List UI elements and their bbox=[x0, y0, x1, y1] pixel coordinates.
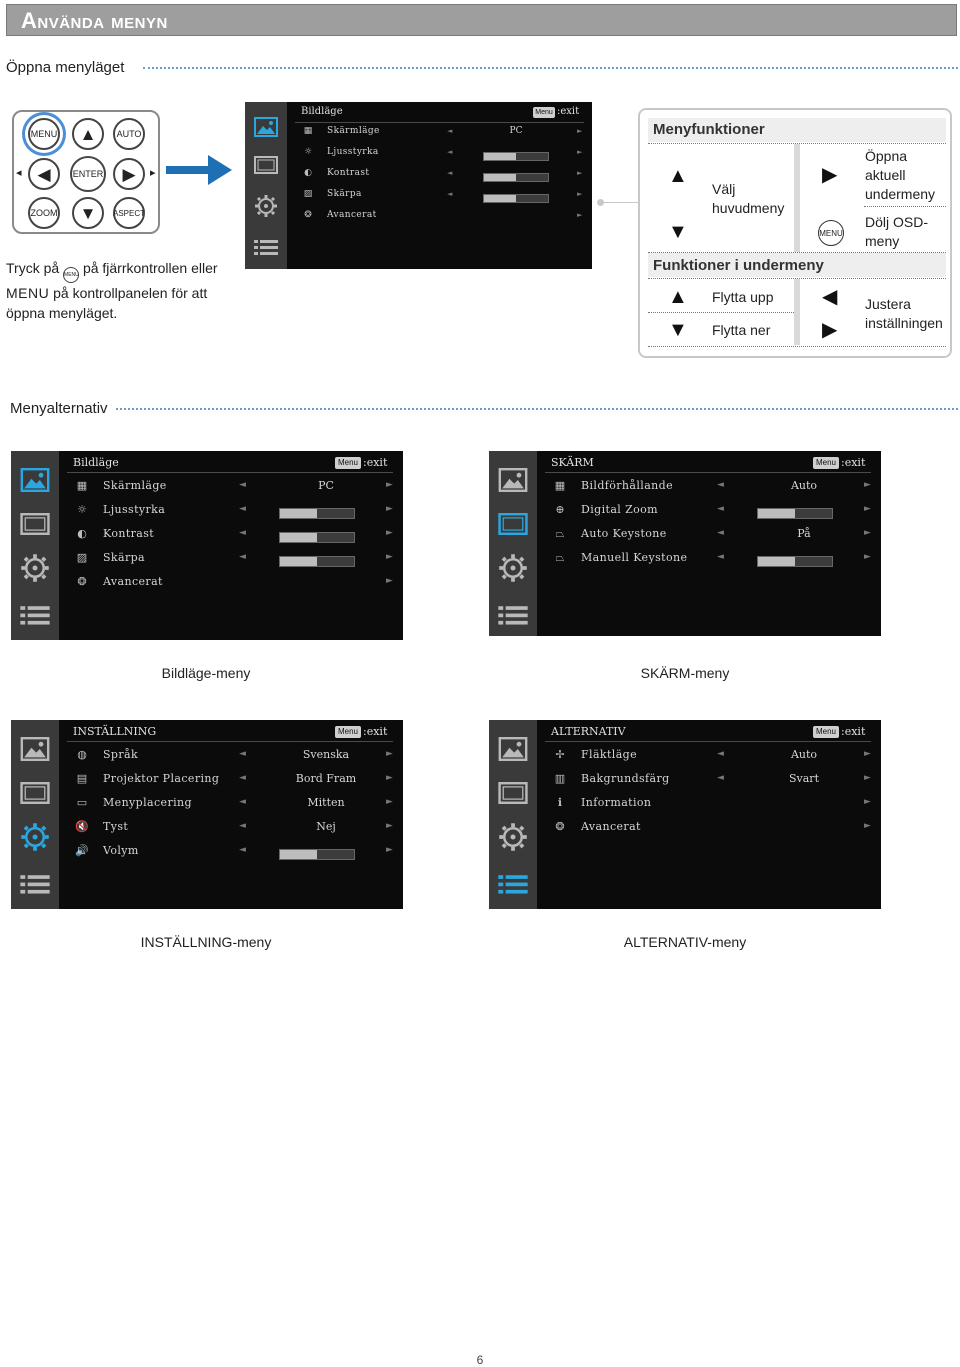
osd-row-icon: ⊕ bbox=[555, 503, 565, 516]
open-submenu-text: Öppna aktuell undermeny bbox=[865, 148, 936, 202]
osd-row-label: Skärmläge bbox=[327, 126, 380, 136]
osd-row-icon: ▭ bbox=[76, 796, 88, 809]
osd-row-value: Auto bbox=[790, 479, 818, 492]
osd-row bbox=[11, 525, 403, 549]
osd-row-icon: ▨ bbox=[303, 189, 313, 199]
osd-row-slider bbox=[757, 508, 833, 519]
osd-options-menu bbox=[489, 720, 881, 909]
left-arrow-icon: ◄ bbox=[239, 504, 246, 514]
osd-row-value: Nej bbox=[316, 820, 336, 833]
osd-row-label: Information bbox=[581, 796, 652, 809]
arrow-right-icon bbox=[166, 155, 232, 185]
hide-osd-text: Dölj OSD-meny bbox=[865, 214, 929, 249]
osd-row-icon: ▦ bbox=[303, 126, 313, 136]
up-arrow-icon: ▲ bbox=[79, 124, 97, 144]
left-arrow-icon: ◄ bbox=[447, 148, 453, 156]
right-arrow-icon: ► bbox=[864, 821, 871, 831]
osd-row-label: Digital Zoom bbox=[581, 503, 659, 516]
osd-row-value: Auto bbox=[790, 748, 818, 761]
osd-row bbox=[489, 549, 881, 573]
osd-row-icon: ☼ bbox=[77, 503, 87, 516]
list-icon bbox=[489, 599, 537, 633]
osd-row-icon: ◐ bbox=[77, 527, 87, 540]
osd-header-divider bbox=[67, 472, 393, 473]
osd-row bbox=[489, 770, 881, 794]
right-arrow-icon: ► bbox=[386, 504, 393, 514]
left-arrow-icon: ◄ bbox=[239, 773, 246, 783]
osd-row-label: Bakgrundsfärg bbox=[581, 772, 670, 785]
right-arrow-icon: ► bbox=[577, 190, 583, 198]
osd-row-icon: ☼ bbox=[303, 147, 313, 157]
osd-row-value: Svart bbox=[789, 772, 819, 785]
osd-row-icon: ▤ bbox=[76, 772, 88, 785]
osd-row-icon: ✢ bbox=[555, 748, 565, 761]
osd-row-slider bbox=[483, 194, 549, 203]
osd-row-label: Avancerat bbox=[103, 575, 163, 588]
osd-row-slider-fill bbox=[280, 557, 317, 566]
osd-row-label: Skärmläge bbox=[103, 479, 167, 492]
osd-row-icon: ◐ bbox=[304, 168, 312, 178]
osd-row bbox=[245, 187, 592, 208]
osd-row bbox=[245, 166, 592, 187]
osd-header-divider bbox=[545, 741, 871, 742]
osd-row-label: Skärpa bbox=[327, 189, 362, 199]
osd-exit-label: :exit bbox=[557, 106, 580, 117]
osd-row-icon: ❂ bbox=[555, 820, 565, 833]
osd-row bbox=[489, 525, 881, 549]
move-up-text: Flytta upp bbox=[712, 289, 774, 305]
menu-badge: Menu bbox=[335, 457, 361, 469]
osd-row-icon: ▦ bbox=[554, 479, 566, 492]
osd-row-slider bbox=[757, 556, 833, 567]
osd-row-label: Avancerat bbox=[327, 210, 377, 220]
osd-row-slider-fill bbox=[484, 174, 516, 181]
osd-row-slider bbox=[279, 532, 355, 543]
osd-row-value: På bbox=[797, 527, 811, 540]
menu-button-icon: MENU bbox=[818, 220, 844, 246]
osd-row-slider-fill bbox=[484, 153, 516, 160]
right-arrow-icon: ► bbox=[386, 480, 393, 490]
right-arrow-icon: ► bbox=[386, 576, 393, 586]
osd-row-icon: ℹ bbox=[557, 796, 563, 809]
osd-row-label: Menyplacering bbox=[103, 796, 192, 809]
menu-key-label: MENU bbox=[30, 129, 58, 139]
osd-row-label: Manuell Keystone bbox=[581, 551, 688, 564]
left-arrow-icon: ◄ bbox=[447, 127, 453, 135]
osd-header-divider bbox=[67, 741, 393, 742]
caption-screen-menu: SKÄRM-meny bbox=[640, 665, 730, 681]
down-key bbox=[72, 197, 104, 229]
adjust-setting-text: Justera inställningen bbox=[865, 296, 943, 331]
menu-badge: Menu bbox=[813, 726, 839, 738]
connector-line bbox=[600, 202, 640, 203]
osd-row bbox=[245, 208, 592, 229]
column-divider bbox=[794, 279, 800, 345]
submenu-functions-title: Funktioner i undermeny bbox=[653, 257, 824, 274]
osd-row-label: Skärpa bbox=[103, 551, 146, 564]
right-arrow-icon: ► bbox=[864, 552, 871, 562]
right-arrow-icon: ► bbox=[386, 821, 393, 831]
section-divider bbox=[116, 408, 958, 410]
osd-settings-menu bbox=[11, 720, 403, 909]
osd-row-value: Mitten bbox=[307, 796, 345, 809]
osd-header-divider bbox=[295, 122, 584, 123]
osd-row bbox=[11, 770, 403, 794]
osd-row-slider bbox=[279, 849, 355, 860]
osd-exit-label: :exit bbox=[363, 456, 388, 469]
osd-row-label: Bildförhållande bbox=[581, 479, 673, 492]
right-arrow-icon: ► bbox=[577, 148, 583, 156]
left-arrow-icon: ◄ bbox=[239, 797, 246, 807]
aspect-key-label: ASPECT bbox=[113, 208, 146, 218]
right-arrow-icon: ▶ bbox=[822, 319, 838, 341]
osd-row-label: Avancerat bbox=[581, 820, 641, 833]
right-arrow-icon: ► bbox=[864, 504, 871, 514]
osd-exit-label: :exit bbox=[363, 725, 388, 738]
menu-button-icon: MENU bbox=[63, 267, 79, 283]
page-header bbox=[6, 4, 957, 36]
instruction-text-1: Tryck på bbox=[6, 260, 60, 276]
menu-badge: Menu bbox=[533, 107, 555, 118]
menu-badge: Menu bbox=[813, 457, 839, 469]
left-arrow-icon: ◄ bbox=[717, 504, 724, 514]
menu-word: MENU bbox=[6, 285, 50, 301]
left-key bbox=[28, 158, 60, 190]
osd-row bbox=[245, 145, 592, 166]
osd-row-icon: ◍ bbox=[77, 748, 87, 761]
menu-functions-panel bbox=[638, 108, 952, 358]
osd-row-value: Svenska bbox=[302, 748, 350, 761]
osd-row-icon: ▥ bbox=[554, 772, 566, 785]
osd-row-slider bbox=[279, 556, 355, 567]
osd-row bbox=[11, 818, 403, 842]
right-arrow-icon: ► bbox=[864, 480, 871, 490]
instruction-text-2: på fjärrkontrollen eller bbox=[82, 260, 218, 276]
osd-header-title: INSTÄLLNING bbox=[73, 725, 157, 738]
right-arrow-icon: ► bbox=[577, 169, 583, 177]
osd-row-slider bbox=[483, 152, 549, 161]
osd-row-label: Auto Keystone bbox=[581, 527, 667, 540]
right-arrow-icon: ► bbox=[577, 211, 583, 219]
zoom-key-label: ZOOM bbox=[30, 208, 58, 218]
left-arrow-icon: ◄ bbox=[239, 528, 246, 538]
osd-header-divider bbox=[545, 472, 871, 473]
left-arrow-icon: ◄ bbox=[239, 480, 246, 490]
left-arrow-icon: ◄ bbox=[717, 552, 724, 562]
list-icon bbox=[489, 868, 537, 902]
right-key bbox=[113, 158, 145, 190]
left-arrow-icon: ◄ bbox=[717, 528, 724, 538]
caption-image-menu: Bildläge-meny bbox=[161, 665, 251, 681]
right-arrow-icon: ► bbox=[386, 773, 393, 783]
osd-row-label: Språk bbox=[103, 748, 139, 761]
select-main-menu-text: Välj huvudmeny bbox=[712, 181, 785, 216]
osd-screen-menu bbox=[489, 451, 881, 636]
osd-row bbox=[11, 501, 403, 525]
right-arrow-icon: ► bbox=[386, 749, 393, 759]
section-menu-options-label: Menyalternativ bbox=[10, 400, 108, 417]
osd-row-icon: 🔇 bbox=[75, 820, 89, 833]
osd-row bbox=[11, 573, 403, 597]
osd-row-slider bbox=[279, 508, 355, 519]
osd-row-value: PC bbox=[509, 126, 523, 136]
osd-row bbox=[489, 746, 881, 770]
volume-plus-icon: ▸ bbox=[150, 167, 156, 179]
osd-row-label: Fläktläge bbox=[581, 748, 638, 761]
left-arrow-icon: ◄ bbox=[717, 773, 724, 783]
up-key bbox=[72, 118, 104, 150]
list-icon bbox=[11, 599, 59, 633]
up-arrow-icon: ▲ bbox=[668, 286, 688, 308]
osd-header-title: ALTERNATIV bbox=[551, 725, 626, 738]
aspect-key bbox=[113, 197, 145, 229]
section-divider bbox=[143, 67, 958, 69]
osd-row bbox=[489, 501, 881, 525]
osd-row-slider-fill bbox=[484, 195, 516, 202]
instruction-text-3: på kontrollpanelen för att öppna menyläget. bbox=[6, 285, 208, 321]
left-arrow-icon: ◄ bbox=[239, 845, 246, 855]
osd-row-icon: ❂ bbox=[77, 575, 87, 588]
left-arrow-icon: ◀ bbox=[37, 164, 51, 184]
osd-row-icon: ⏢ bbox=[555, 527, 565, 540]
caption-options-menu: ALTERNATIV-meny bbox=[623, 934, 747, 950]
right-arrow-icon: ► bbox=[386, 797, 393, 807]
up-arrow-icon: ▲ bbox=[668, 165, 688, 187]
osd-row bbox=[489, 794, 881, 818]
down-arrow-icon: ▼ bbox=[668, 319, 688, 341]
right-arrow-icon: ► bbox=[864, 528, 871, 538]
menu-key bbox=[28, 118, 60, 150]
right-arrow-icon: ► bbox=[864, 797, 871, 807]
enter-key bbox=[70, 156, 106, 192]
osd-header-title: SKÄRM bbox=[551, 456, 594, 469]
osd-row-slider bbox=[483, 173, 549, 182]
remote-keypad bbox=[12, 110, 160, 234]
functions-title: Menyfunktioner bbox=[653, 121, 765, 138]
caption-settings-menu: INSTÄLLNING-meny bbox=[140, 934, 272, 950]
osd-header-title: Bildläge bbox=[301, 106, 343, 117]
osd-row bbox=[489, 818, 881, 842]
osd-exit-label: :exit bbox=[841, 725, 866, 738]
osd-row-label: Kontrast bbox=[103, 527, 155, 540]
osd-row-icon: ▦ bbox=[76, 479, 88, 492]
right-arrow-icon: ▶ bbox=[822, 164, 838, 186]
osd-row-icon: 🔊 bbox=[75, 844, 89, 857]
volume-minus-icon: ◂ bbox=[16, 167, 22, 179]
press-menu-instruction bbox=[6, 258, 236, 323]
list-icon bbox=[245, 234, 287, 262]
left-arrow-icon: ◄ bbox=[447, 190, 453, 198]
left-arrow-icon: ◄ bbox=[239, 821, 246, 831]
left-arrow-icon: ◄ bbox=[717, 749, 724, 759]
enter-key-label: ENTER bbox=[72, 169, 104, 179]
auto-key bbox=[113, 118, 145, 150]
osd-row bbox=[11, 842, 403, 866]
divider bbox=[864, 206, 946, 207]
osd-row-label: Ljusstyrka bbox=[327, 147, 379, 157]
zoom-key bbox=[28, 197, 60, 229]
osd-row-icon: ⏢ bbox=[555, 551, 565, 564]
osd-row bbox=[11, 477, 403, 501]
osd-row bbox=[489, 477, 881, 501]
right-arrow-icon: ▶ bbox=[122, 164, 136, 184]
osd-header-title: Bildläge bbox=[73, 456, 119, 469]
list-icon bbox=[11, 868, 59, 902]
osd-row bbox=[11, 549, 403, 573]
divider bbox=[648, 312, 794, 313]
right-arrow-icon: ► bbox=[386, 528, 393, 538]
left-arrow-icon: ◀ bbox=[822, 286, 838, 308]
right-arrow-icon: ► bbox=[864, 773, 871, 783]
right-arrow-icon: ► bbox=[864, 749, 871, 759]
page-title: Använda menyn bbox=[21, 8, 168, 33]
osd-image-menu bbox=[11, 451, 403, 640]
osd-row-slider-fill bbox=[280, 509, 317, 518]
divider bbox=[648, 346, 946, 347]
left-arrow-icon: ◄ bbox=[239, 552, 246, 562]
osd-row-slider-fill bbox=[758, 509, 795, 518]
osd-row-label: Tyst bbox=[103, 820, 129, 833]
osd-row-icon: ▨ bbox=[76, 551, 88, 564]
osd-row-label: Ljusstyrka bbox=[103, 503, 166, 516]
menu-badge: Menu bbox=[335, 726, 361, 738]
osd-row bbox=[245, 124, 592, 145]
left-arrow-icon: ◄ bbox=[239, 749, 246, 759]
move-down-text: Flytta ner bbox=[712, 322, 771, 338]
osd-row bbox=[11, 794, 403, 818]
osd-row-value: PC bbox=[318, 479, 334, 492]
osd-row bbox=[11, 746, 403, 770]
osd-row-slider-fill bbox=[758, 557, 795, 566]
right-arrow-icon: ► bbox=[386, 552, 393, 562]
left-arrow-icon: ◄ bbox=[717, 480, 724, 490]
section-open-menu-label: Öppna menyläget bbox=[6, 59, 125, 76]
osd-row-label: Volym bbox=[103, 844, 139, 857]
osd-row-slider-fill bbox=[280, 533, 317, 542]
column-divider bbox=[794, 144, 800, 252]
left-arrow-icon: ◄ bbox=[447, 169, 453, 177]
osd-row-slider-fill bbox=[280, 850, 317, 859]
osd-row-label: Kontrast bbox=[327, 168, 370, 178]
osd-row-value: Bord Fram bbox=[295, 772, 357, 785]
osd-preview-image-menu bbox=[245, 102, 592, 269]
auto-key-label: AUTO bbox=[116, 129, 142, 139]
right-arrow-icon: ► bbox=[577, 127, 583, 135]
page-number: 6 bbox=[476, 1353, 484, 1367]
down-arrow-icon: ▼ bbox=[79, 203, 97, 223]
osd-row-icon: ❂ bbox=[304, 210, 312, 220]
right-arrow-icon: ► bbox=[386, 845, 393, 855]
osd-exit-label: :exit bbox=[841, 456, 866, 469]
down-arrow-icon: ▼ bbox=[668, 221, 688, 243]
osd-row-label: Projektor Placering bbox=[103, 772, 220, 785]
